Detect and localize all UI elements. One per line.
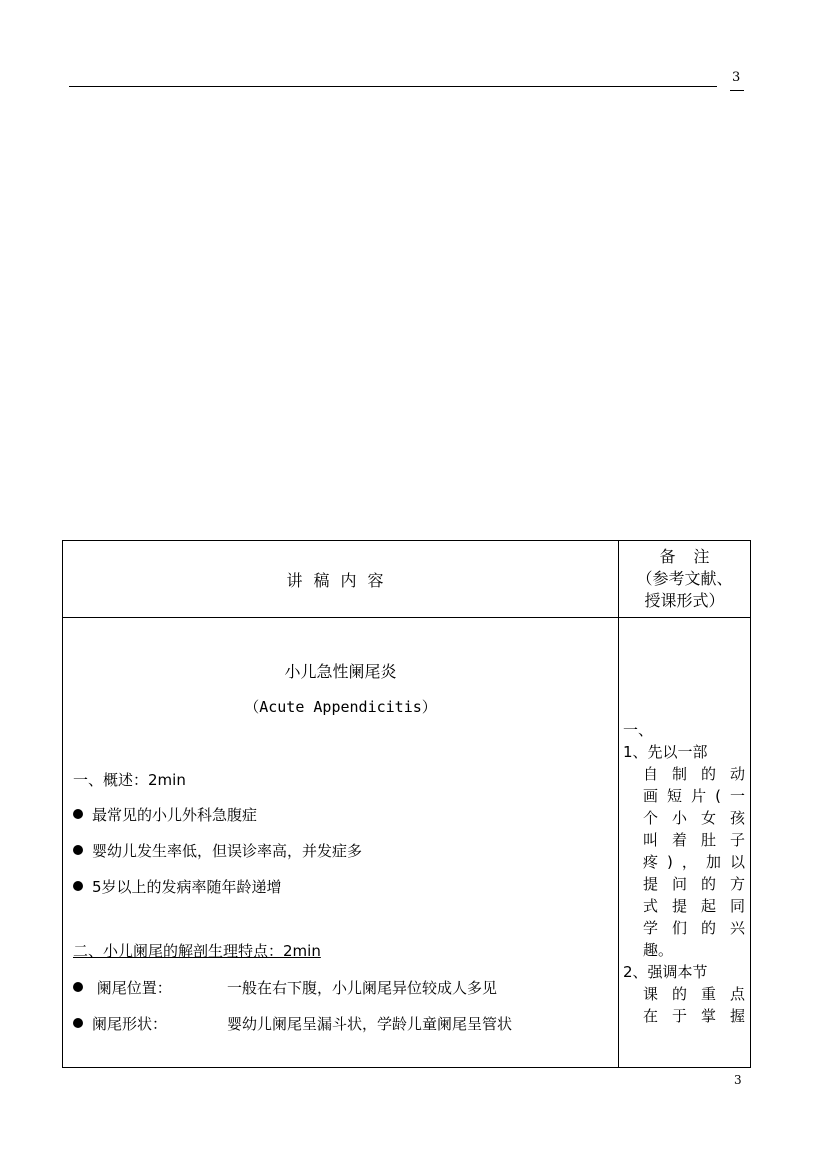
section-anatomy-heading: 二、小儿阑尾的解剖生理特点：2min xyxy=(73,942,321,960)
list-item-text: 婴幼儿阑尾呈漏斗状，学龄儿童阑尾呈管状 xyxy=(227,1015,513,1033)
side-note-line: 学们的兴 xyxy=(643,919,745,937)
list-item-text: 最常见的小儿外科急腹症 xyxy=(92,806,258,824)
header-remarks-line-1: 备注 xyxy=(659,547,728,566)
column-divider xyxy=(618,541,619,1067)
footer-page-number: 3 xyxy=(734,1073,742,1087)
list-item-text: 婴幼儿发生率低，但误诊率高，并发症多 xyxy=(92,842,363,860)
lecture-title: 小儿急性阑尾炎 xyxy=(284,662,397,681)
side-note-line: 2、强调本节 xyxy=(623,963,708,981)
side-note-line: 1、先以一部 xyxy=(623,743,708,761)
side-note-line: 趣。 xyxy=(643,941,674,959)
bullet-icon xyxy=(73,845,83,855)
lecture-table xyxy=(62,540,751,1068)
side-note-line: 在于掌握 xyxy=(643,1007,745,1025)
list-item xyxy=(73,977,497,998)
header-number-underline xyxy=(730,90,744,91)
list-item xyxy=(73,876,282,897)
side-note-line: 一、 xyxy=(623,721,654,739)
header-remarks-line-3: 授课形式） xyxy=(644,591,725,610)
row-divider xyxy=(63,617,750,618)
bullet-icon xyxy=(73,881,83,891)
lecture-subtitle: （Acute Appendicitis） xyxy=(244,698,437,716)
list-item-text: 一般在右下腹，小儿阑尾异位较成人多见 xyxy=(227,979,498,997)
side-note-line: 个小女孩 xyxy=(643,809,745,827)
side-note-line: 叫着肚子 xyxy=(643,831,745,849)
bullet-icon xyxy=(73,809,83,819)
section-overview-heading: 一、概述：2min xyxy=(73,771,186,789)
header-rule xyxy=(69,86,717,87)
header-page-number: 3 xyxy=(732,70,741,85)
side-note-line: 课的重点 xyxy=(643,985,745,1003)
side-note-line: 画短片(一 xyxy=(643,787,745,805)
header-remarks xyxy=(619,541,750,617)
list-item-label: 阑尾形状： xyxy=(92,1015,168,1033)
list-item xyxy=(73,1013,512,1034)
side-note-line: 提问的方 xyxy=(643,875,745,893)
side-note-line: 式提起同 xyxy=(643,897,745,915)
header-remarks-line-2: （参考文献、 xyxy=(636,569,733,588)
bullet-icon xyxy=(73,1018,83,1028)
bullet-icon xyxy=(73,982,83,992)
list-item xyxy=(73,804,257,825)
side-note-line: 疼)，加以 xyxy=(643,853,745,871)
list-item-label: 阑尾位置： xyxy=(92,979,172,997)
side-note-line: 自制的动 xyxy=(643,765,745,783)
header-lecture-content: 讲稿内容 xyxy=(286,570,395,590)
list-item-text: 5岁以上的发病率随年龄递增 xyxy=(92,878,282,896)
list-item xyxy=(73,840,362,861)
